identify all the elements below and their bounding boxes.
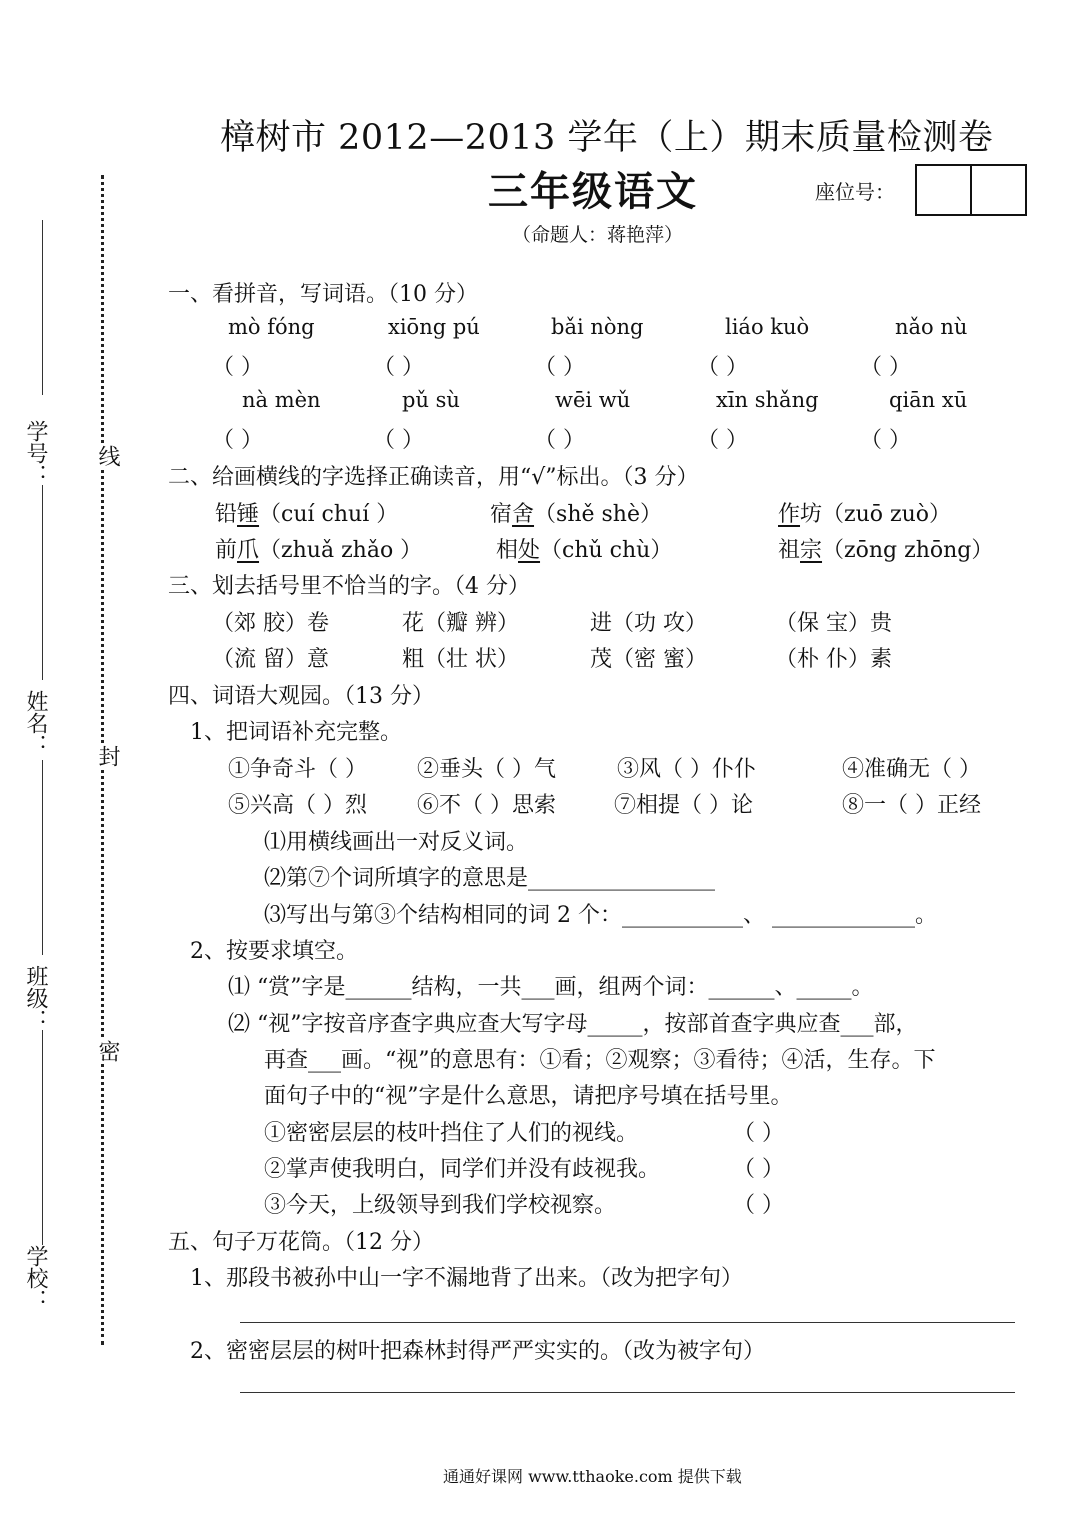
pinyin-8: wēi wǔ <box>555 388 631 412</box>
pinyin-options[interactable]: （chǔ chù） <box>540 538 673 563</box>
question-4-1: 1、把词语补充完整。 <box>190 720 402 745</box>
xingming-label: 姓名： <box>23 690 48 756</box>
char-choice-item[interactable]: （郊 胶）卷 <box>212 611 329 636</box>
binding-line-4 <box>42 1030 43 1245</box>
underlined-char: 处 <box>518 538 541 563</box>
sub-question-1: ⑴用横线画出一对反义词。 <box>264 830 529 855</box>
reading-item <box>778 497 951 528</box>
answer-bracket[interactable]: （ ） <box>534 428 585 453</box>
pinyin-2: xiōng pú <box>388 315 480 339</box>
fill-in-shang[interactable]: ⑴ “赏”字是______结构，一共___画，组两个词：______、_____。 <box>228 975 874 1000</box>
exam-title: 樟树市 2012—2013 学年（上）期末质量检测卷 <box>220 118 994 158</box>
pinyin-options[interactable]: （zōng zhōng） <box>822 538 994 563</box>
reading-item <box>778 533 993 564</box>
section-4-heading: 四、词语大观园。（13 分） <box>168 684 434 709</box>
section-3-heading: 三、划去括号里不恰当的字。（4 分） <box>168 574 530 599</box>
seal-char-xian: 线 <box>92 445 123 467</box>
pinyin-7: pǔ sù <box>402 388 460 412</box>
reading-item <box>215 533 422 564</box>
pinyin-6: nà mèn <box>242 388 321 412</box>
pinyin-3: bǎi nòng <box>551 315 644 339</box>
char: 铅 <box>215 502 238 527</box>
pinyin-1: mò fóng <box>228 315 315 339</box>
question-4-2: 2、按要求填空。 <box>190 939 358 964</box>
question-5-1: 1、那段书被孙中山一字不漏地背了出来。（改为把字句） <box>190 1266 743 1291</box>
binding-line-3 <box>42 760 43 955</box>
char: 前 <box>215 538 238 563</box>
idiom-item[interactable]: ⑦相提（ ）论 <box>614 793 753 818</box>
footer-text: 通通好课网 www.tthaoke.com 提供下载 <box>443 1467 742 1486</box>
char: 相 <box>496 538 519 563</box>
pinyin-options[interactable]: 坊（zuō zuò） <box>800 502 952 527</box>
answer-bracket[interactable]: （ ） <box>860 355 911 380</box>
char-choice-item[interactable]: （保 宝）贵 <box>775 611 892 636</box>
idiom-item[interactable]: ⑤兴高（ ）烈 <box>228 793 367 818</box>
pinyin-5: nǎo nù <box>895 315 968 339</box>
char-choice-item[interactable]: 进（功 攻） <box>590 611 707 636</box>
char-choice-item[interactable]: 粗（壮 状） <box>402 647 519 672</box>
section-5-heading: 五、句子万花筒。（12 分） <box>168 1230 434 1255</box>
sub-question-2[interactable]: ⑵第⑦个词所填字的意思是_________________ <box>264 866 716 891</box>
idiom-item[interactable]: ⑥不（ ）思索 <box>417 793 556 818</box>
seat-label: 座位号： <box>815 180 895 204</box>
section-1-heading: 一、看拼音，写词语。（10 分） <box>168 282 478 307</box>
sentence-item: ③今天，上级领导到我们学校视察。 <box>264 1193 617 1218</box>
underlined-char: 作 <box>778 502 801 527</box>
xuexiao-label: 学校： <box>23 1245 48 1311</box>
reading-item <box>496 533 672 564</box>
pinyin-options[interactable]: （shě shè） <box>534 502 662 527</box>
answer-bracket[interactable]: （ ） <box>733 1121 784 1146</box>
fill-in-shi-line2[interactable]: 再查___画。“视”的意思有：①看；②观察；③看待；④活，生存。下 <box>264 1048 936 1073</box>
answer-bracket[interactable]: （ ） <box>373 428 424 453</box>
char: 祖 <box>778 538 801 563</box>
xuehao-label: 学号： <box>23 420 48 486</box>
pinyin-4: liáo kuò <box>725 315 810 339</box>
char: 宿 <box>490 502 513 527</box>
seat-box-2[interactable] <box>970 164 1027 216</box>
seat-box-1[interactable] <box>915 164 972 216</box>
char-choice-item[interactable]: 茂（密 蜜） <box>590 647 707 672</box>
underlined-char: 舍 <box>512 502 535 527</box>
answer-bracket[interactable]: （ ） <box>373 355 424 380</box>
idiom-item[interactable]: ③风（ ）仆仆 <box>617 757 756 782</box>
reading-item <box>215 497 398 528</box>
idiom-item[interactable]: ②垂头（ ）气 <box>417 757 556 782</box>
binding-line-1 <box>42 220 43 395</box>
answer-bracket[interactable]: （ ） <box>860 428 911 453</box>
pinyin-9: xīn shǎng <box>716 388 819 412</box>
sentence-item: ①密密层层的枝叶挡住了人们的视线。 <box>264 1121 639 1146</box>
idiom-item[interactable]: ④准确无（ ） <box>842 757 981 782</box>
answer-bracket[interactable]: （ ） <box>697 355 748 380</box>
sub-question-3[interactable]: ⑶写出与第③个结构相同的词 2 个：___________、 _____________。 <box>264 903 937 928</box>
sentence-item: ②掌声使我明白，同学们并没有歧视我。 <box>264 1157 661 1182</box>
reading-item <box>490 497 662 528</box>
pinyin-options[interactable]: （zhuǎ zhǎo ） <box>259 538 423 563</box>
answer-line-5-1[interactable] <box>240 1322 1015 1323</box>
pinyin-options[interactable]: （cuí chuí ） <box>259 502 399 527</box>
underlined-char: 锤 <box>237 502 260 527</box>
char-choice-item[interactable]: 花（瓣 辨） <box>402 611 519 636</box>
question-5-2: 2、密密层层的树叶把森林封得严严实实的。（改为被字句） <box>190 1339 765 1364</box>
idiom-item[interactable]: ①争奇斗（ ） <box>228 757 367 782</box>
answer-bracket[interactable]: （ ） <box>733 1193 784 1218</box>
author-line: （命题人：蒋艳萍） <box>512 224 684 246</box>
binding-line-2 <box>42 485 43 680</box>
section-2-heading: 二、给画横线的字选择正确读音，用“√”标出。（3 分） <box>168 465 699 490</box>
answer-line-5-2[interactable] <box>240 1392 1015 1393</box>
char-choice-item[interactable]: （流 留）意 <box>212 647 329 672</box>
underlined-char: 宗 <box>800 538 823 563</box>
answer-bracket[interactable]: （ ） <box>212 355 263 380</box>
answer-bracket[interactable]: （ ） <box>212 428 263 453</box>
answer-bracket[interactable]: （ ） <box>697 428 748 453</box>
answer-bracket[interactable]: （ ） <box>733 1157 784 1182</box>
fill-in-shi-line1[interactable]: ⑵ “视”字按音序查字典应查大写字母_____，按部首查字典应查___部， <box>228 1012 918 1037</box>
seal-char-mi: 密 <box>92 1040 123 1062</box>
exam-subtitle: 三年级语文 <box>488 168 698 215</box>
idiom-item[interactable]: ⑧一（ ）正经 <box>842 793 981 818</box>
char-choice-item[interactable]: （朴 仆）素 <box>775 647 892 672</box>
pinyin-10: qiān xū <box>889 388 968 412</box>
banji-label: 班级： <box>23 965 48 1031</box>
fill-in-shi-line3: 面句子中的“视”字是什么意思，请把序号填在括号里。 <box>264 1084 793 1109</box>
seal-char-feng: 封 <box>92 745 123 767</box>
underlined-char: 爪 <box>237 538 260 563</box>
answer-bracket[interactable]: （ ） <box>534 355 585 380</box>
